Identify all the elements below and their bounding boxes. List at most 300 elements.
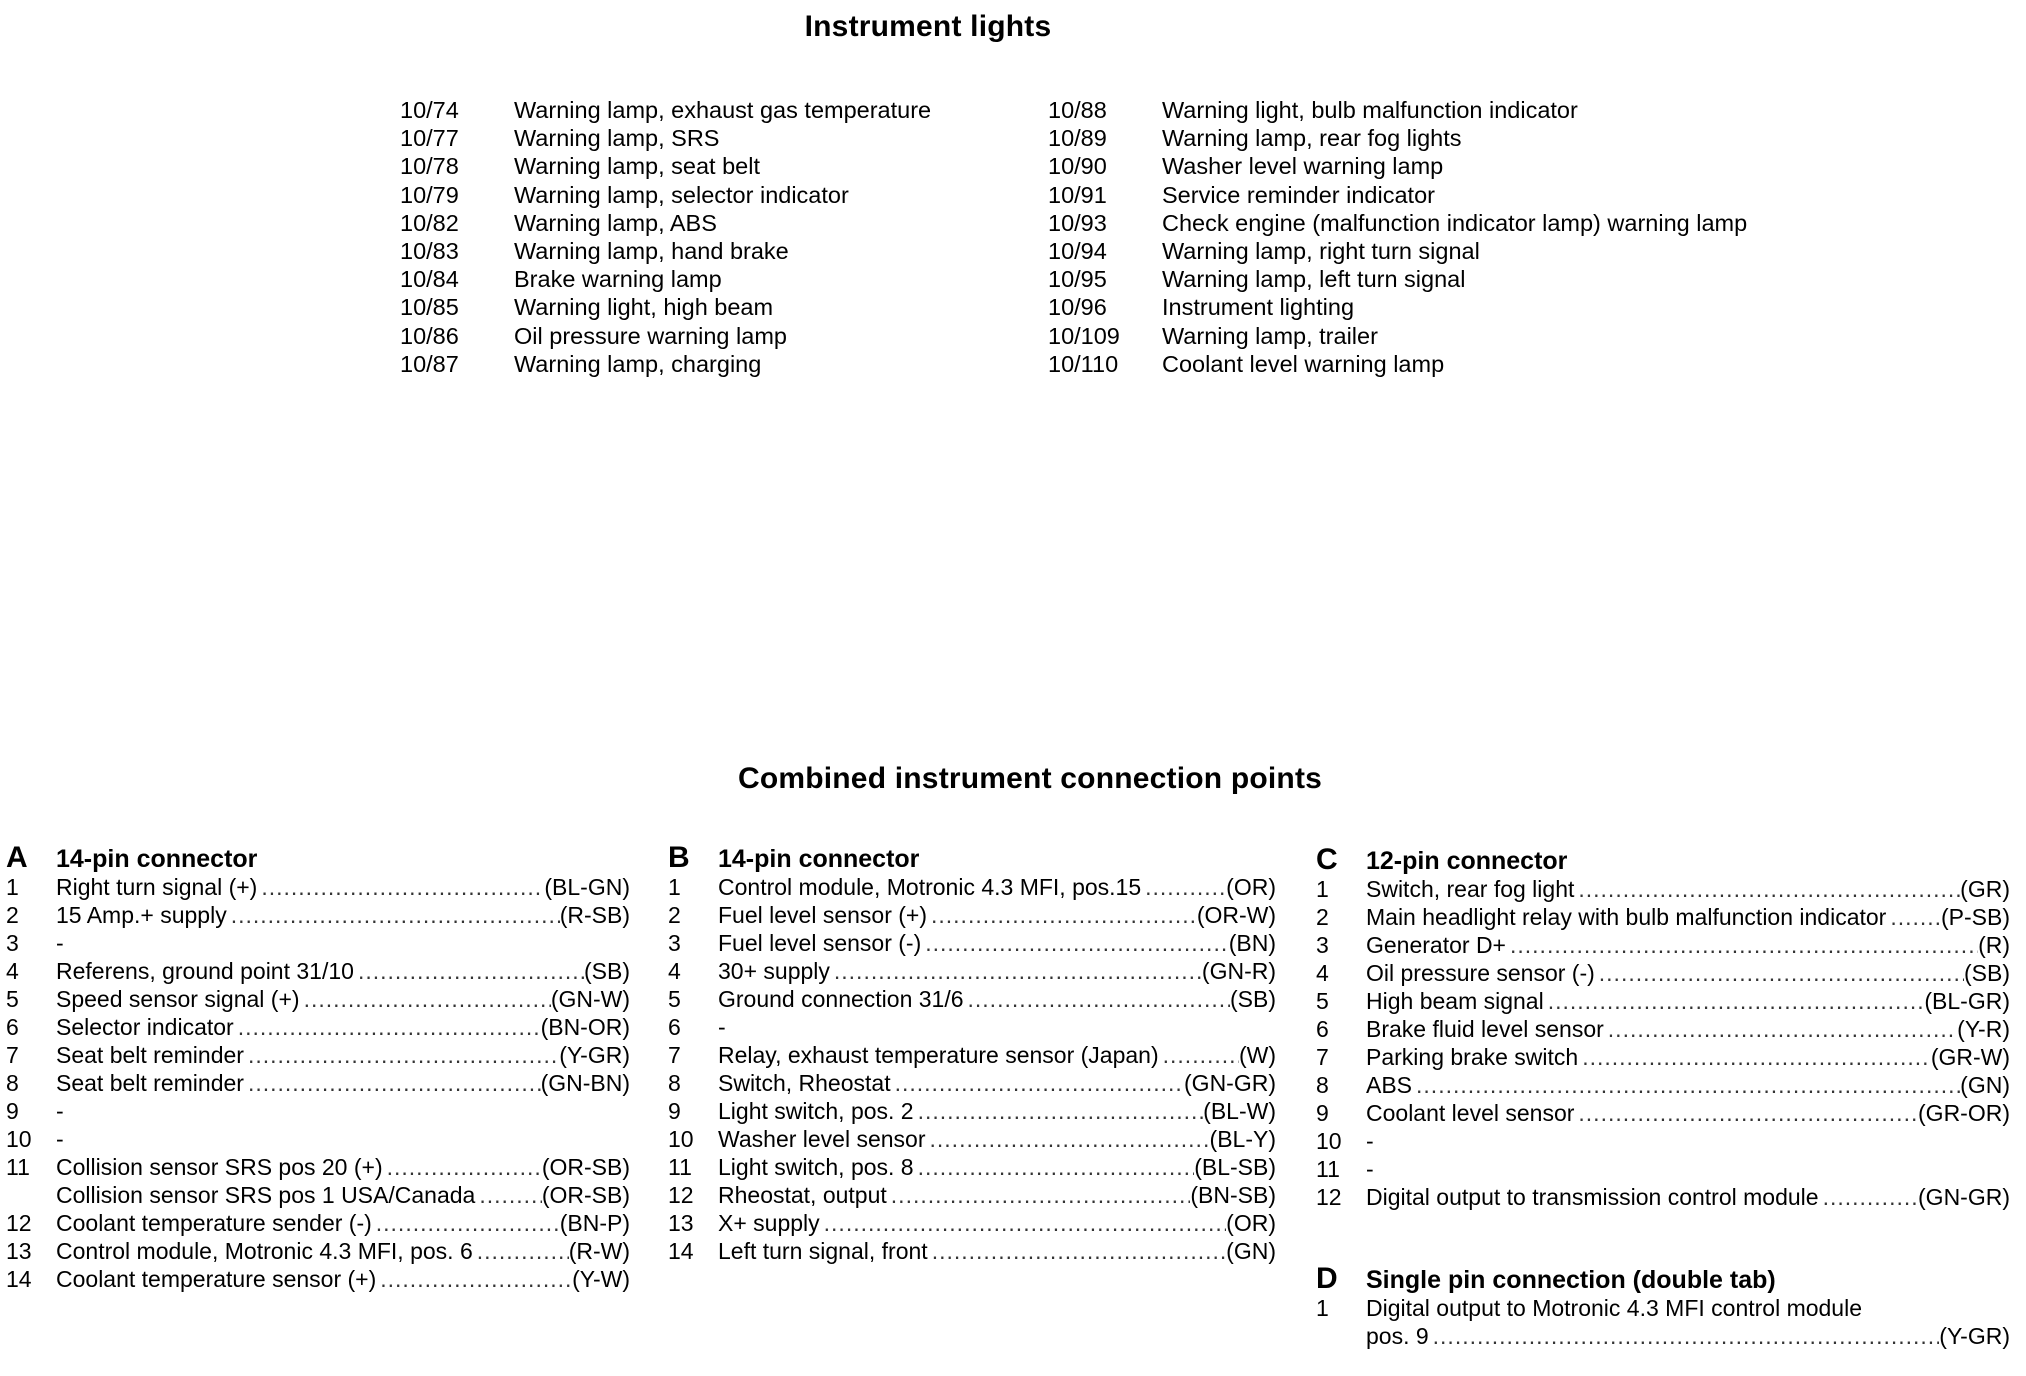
pin-description	[56, 985, 630, 1013]
pin-row	[668, 1181, 1276, 1209]
lamp-description: Warning lamp, hand brake	[514, 237, 789, 264]
pin-row	[668, 873, 1276, 901]
pin-description	[56, 901, 630, 929]
pin-number: 14	[6, 1266, 32, 1292]
pin-number: 5	[6, 986, 19, 1012]
leader-dots	[64, 929, 630, 957]
leader-dots	[927, 901, 1197, 929]
leader-dots	[300, 985, 551, 1013]
leader-dots	[891, 1069, 1184, 1097]
pin-number: 10	[668, 1126, 694, 1152]
lamp-code: 10/89	[1048, 125, 1107, 152]
pin-label: Fuel level sensor (+)	[718, 902, 927, 928]
connector-title: Single pin connection (double tab)	[1366, 1266, 1776, 1294]
pin-number: 13	[668, 1210, 694, 1236]
wire-color-code: (GN-GR)	[1918, 1184, 2010, 1210]
leader-dots	[475, 1181, 542, 1209]
pin-number: 9	[668, 1098, 681, 1124]
wire-color-code: (BL-Y)	[1209, 1126, 1276, 1152]
lamp-description: Warning lamp, left turn signal	[1162, 266, 1466, 293]
pin-label: Coolant level sensor	[1366, 1100, 1575, 1126]
connector-a	[6, 843, 630, 1293]
leader-dots	[726, 1013, 1276, 1041]
lamp-row	[1048, 322, 1808, 350]
pin-label: Left turn signal, front	[718, 1238, 928, 1264]
connector-header	[6, 843, 630, 873]
leader-dots	[1574, 1099, 1918, 1127]
pin-label: ABS	[1366, 1072, 1413, 1098]
leader-dots	[227, 901, 560, 929]
pin-label: Main headlight relay with bulb malfunction indicator	[1366, 904, 1887, 930]
pin-number: 3	[1316, 932, 1329, 958]
wire-color-code: (Y-W)	[572, 1266, 630, 1292]
pin-label: Switch, rear fog light	[1366, 876, 1575, 902]
connector-d	[1316, 1264, 2010, 1350]
pin-description	[1366, 987, 2010, 1015]
pin-row	[668, 1237, 1276, 1265]
connector-title: 12-pin connector	[1366, 847, 1568, 875]
wire-color-code: (BL-GR)	[1924, 988, 2010, 1014]
pin-label: 15 Amp.+ supply	[56, 902, 227, 928]
pin-label: Parking brake switch	[1366, 1044, 1579, 1070]
pin-number: 4	[668, 958, 681, 984]
pin-number: 4	[1316, 960, 1329, 986]
lamp-description: Oil pressure warning lamp	[514, 322, 787, 349]
pin-label: Referens, ground point 31/10	[56, 958, 354, 984]
pin-description	[56, 1237, 630, 1265]
lamp-description: Warning lamp, SRS	[514, 125, 720, 152]
wire-color-code: (W)	[1238, 1042, 1276, 1068]
pin-row	[668, 929, 1276, 957]
leader-dots	[1429, 1322, 1940, 1350]
wire-color-code: (BL-W)	[1203, 1098, 1276, 1124]
pin-label: Seat belt reminder	[56, 1070, 244, 1096]
pin-description	[718, 1069, 1276, 1097]
pin-row	[668, 1097, 1276, 1125]
pin-label: Coolant temperature sender (-)	[56, 1210, 372, 1236]
pin-row	[668, 1209, 1276, 1237]
pin-number: 7	[6, 1042, 19, 1068]
wire-color-code: (BN-SB)	[1190, 1182, 1276, 1208]
pin-row	[6, 985, 630, 1013]
pin-number: 2	[1316, 904, 1329, 930]
lamp-row	[1048, 181, 1808, 209]
leader-dots	[64, 1097, 630, 1125]
pin-label: Washer level sensor	[718, 1126, 926, 1152]
lamp-row	[1048, 265, 1808, 293]
lamp-code: 10/87	[400, 350, 459, 377]
pin-description	[1366, 1099, 2010, 1127]
pin-number: 7	[1316, 1044, 1329, 1070]
pin-label: Control module, Motronic 4.3 MFI, pos.15	[718, 874, 1142, 900]
pin-label: Seat belt reminder	[56, 1042, 244, 1068]
pin-row	[6, 1265, 630, 1293]
leader-dots	[830, 957, 1202, 985]
pin-description	[56, 1069, 630, 1097]
lamp-description: Warning lamp, exhaust gas temperature	[514, 97, 932, 123]
lamp-row	[1048, 96, 1808, 124]
leader-dots	[1374, 1155, 2010, 1183]
wire-color-code: (GN-BN)	[540, 1070, 630, 1096]
lamp-row	[400, 96, 1020, 124]
leader-dots	[1862, 1294, 2010, 1322]
lamp-description: Brake warning lamp	[514, 266, 722, 293]
connector-title: 14-pin connector	[56, 845, 258, 873]
pin-number: 12	[668, 1182, 694, 1208]
pin-label: 30+ supply	[718, 958, 830, 984]
wire-color-code: (GN-R)	[1201, 958, 1276, 984]
pin-description	[56, 957, 630, 985]
pin-description	[1366, 959, 2010, 987]
pin-description	[1366, 1183, 2010, 1211]
pin-number: 1	[1316, 876, 1329, 902]
pin-row	[1316, 1099, 2010, 1127]
lamp-description: Washer level warning lamp	[1162, 153, 1444, 180]
pin-row	[6, 1069, 630, 1097]
lamp-code: 10/82	[400, 209, 459, 236]
lamp-row	[1048, 124, 1808, 152]
lamp-description: Warning lamp, ABS	[514, 209, 717, 236]
pin-row	[6, 1125, 630, 1153]
pin-number: 2	[668, 902, 681, 928]
wire-color-code: (BL-SB)	[1194, 1154, 1276, 1180]
lamp-row	[400, 322, 1020, 350]
pin-label: Collision sensor SRS pos 20 (+)	[56, 1154, 383, 1180]
pin-row	[668, 957, 1276, 985]
pin-label: Ground connection 31/6	[718, 986, 964, 1012]
pin-number: 5	[668, 986, 681, 1012]
pin-number: 8	[668, 1070, 681, 1096]
leader-dots	[928, 1237, 1226, 1265]
pin-label: -	[56, 1098, 64, 1124]
wire-color-code: (Y-R)	[1957, 1016, 2010, 1042]
wire-color-code: (BN-OR)	[540, 1014, 630, 1040]
pin-label: Oil pressure sensor (-)	[1366, 960, 1595, 986]
pin-row	[6, 1209, 630, 1237]
lamp-description: Warning lamp, seat belt	[514, 153, 760, 180]
lamp-row	[1048, 237, 1808, 265]
pin-description	[718, 1013, 1276, 1041]
leader-dots	[921, 929, 1228, 957]
lamp-code: 10/83	[400, 237, 459, 264]
wire-color-code: (SB)	[1230, 986, 1276, 1012]
pin-description	[1366, 931, 2010, 959]
pin-description	[56, 1125, 630, 1153]
pin-description	[1366, 1322, 2010, 1350]
pin-description	[718, 985, 1276, 1013]
pin-description	[56, 1153, 630, 1181]
pin-number: 7	[668, 1042, 681, 1068]
lamp-code: 10/79	[400, 181, 459, 208]
lamp-code: 10/86	[400, 322, 459, 349]
wire-color-code: (R-W)	[568, 1238, 630, 1264]
pin-row	[6, 929, 630, 957]
pin-number: 1	[6, 874, 19, 900]
wire-color-code: (GR-OR)	[1918, 1100, 2010, 1126]
pin-description	[56, 873, 630, 901]
lamp-row	[400, 350, 1020, 378]
wire-color-code: (OR)	[1226, 1210, 1276, 1236]
connector-letter: D	[1316, 1262, 1338, 1295]
lamp-description: Warning light, bulb malfunction indicator	[1162, 97, 1578, 123]
pin-label: Selector indicator	[56, 1014, 234, 1040]
connector-title: 14-pin connector	[718, 845, 920, 873]
pin-label: Light switch, pos. 8	[718, 1154, 914, 1180]
lamp-code: 10/88	[1048, 97, 1107, 123]
pin-description	[56, 1097, 630, 1125]
pin-label: Right turn signal (+)	[56, 874, 258, 900]
pin-label: -	[1366, 1156, 1374, 1182]
leader-dots	[1886, 903, 1941, 931]
pin-row	[1316, 1155, 2010, 1183]
pin-description	[718, 1041, 1276, 1069]
pin-description	[1366, 1071, 2010, 1099]
pin-number: 5	[1316, 988, 1329, 1014]
pin-number: 13	[6, 1238, 32, 1264]
pin-row	[1316, 1127, 2010, 1155]
connector-c	[1316, 845, 2010, 1211]
pin-label: -	[1366, 1128, 1374, 1154]
pin-description	[718, 1209, 1276, 1237]
leader-dots	[383, 1153, 542, 1181]
wire-color-code: (OR-W)	[1196, 902, 1276, 928]
lamp-description: Instrument lighting	[1162, 294, 1355, 321]
lamp-description: Check engine (malfunction indicator lamp) warning lamp	[1162, 209, 1748, 236]
connector-header	[1316, 845, 2010, 875]
pin-description	[718, 929, 1276, 957]
pin-row	[1316, 1294, 2010, 1322]
pin-label: Light switch, pos. 2	[718, 1098, 914, 1124]
lamp-code: 10/96	[1048, 294, 1107, 321]
lamp-row	[400, 237, 1020, 265]
connector-header	[1316, 1264, 2010, 1294]
leader-dots	[64, 1125, 630, 1153]
leader-dots	[372, 1209, 560, 1237]
connector-letter: C	[1316, 843, 1338, 876]
pin-number	[6, 1181, 56, 1209]
lamp-row	[400, 265, 1020, 293]
wire-color-code: (GN)	[1960, 1072, 2010, 1098]
leader-dots	[473, 1237, 569, 1265]
pin-number: 9	[6, 1098, 19, 1124]
leader-dots	[1412, 1071, 1960, 1099]
leader-dots	[887, 1181, 1191, 1209]
leader-dots	[1544, 987, 1925, 1015]
pin-description	[56, 1041, 630, 1069]
connection-points-title: Combined instrument connection points	[737, 762, 1323, 795]
pin-number: 6	[668, 1014, 681, 1040]
lamp-description: Warning lamp, selector indicator	[514, 181, 849, 208]
pin-row	[668, 985, 1276, 1013]
leader-dots	[354, 957, 584, 985]
lamp-code: 10/95	[1048, 266, 1107, 293]
pin-number: 11	[1316, 1156, 1340, 1182]
leader-dots	[1574, 875, 1960, 903]
lamp-code: 10/84	[400, 266, 459, 293]
pin-row	[668, 901, 1276, 929]
pin-description	[718, 1237, 1276, 1265]
pin-row	[6, 901, 630, 929]
leader-dots	[257, 873, 544, 901]
wire-color-code: (BN-P)	[559, 1210, 630, 1236]
wire-color-code: (GR)	[1960, 876, 2010, 902]
leader-dots	[914, 1097, 1204, 1125]
leader-dots	[244, 1069, 541, 1097]
lamp-row	[1048, 152, 1808, 180]
wire-color-code: (Y-GR)	[559, 1042, 630, 1068]
leader-dots	[1141, 873, 1226, 901]
pin-label: Digital output to Motronic 4.3 MFI control module	[1366, 1295, 1863, 1321]
leader-dots	[234, 1013, 541, 1041]
pin-description	[718, 1181, 1276, 1209]
pin-label: -	[56, 930, 64, 956]
pin-number	[1316, 1322, 1366, 1350]
pin-row	[1316, 1071, 2010, 1099]
pin-row	[668, 1069, 1276, 1097]
pin-number: 6	[6, 1014, 19, 1040]
pin-number: 2	[6, 902, 19, 928]
lamp-list-left	[400, 96, 1020, 378]
wire-color-code: (BL-GN)	[544, 874, 630, 900]
lamp-code: 10/110	[1048, 350, 1119, 377]
pin-description	[1366, 1155, 2010, 1183]
leader-dots	[820, 1209, 1227, 1237]
lamp-code: 10/78	[400, 153, 459, 180]
pin-label: pos. 9	[1366, 1323, 1429, 1349]
wire-color-code: (BN)	[1228, 930, 1276, 956]
wire-color-code: (GN)	[1226, 1238, 1276, 1264]
pin-row	[6, 1041, 630, 1069]
wire-color-code: (OR-SB)	[541, 1182, 630, 1208]
lamp-description: Warning lamp, charging	[514, 350, 762, 377]
pin-number: 12	[6, 1210, 32, 1236]
pin-row	[1316, 1322, 2010, 1350]
connector-letter: A	[6, 841, 28, 874]
pin-label: -	[718, 1014, 726, 1040]
leader-dots	[1604, 1015, 1957, 1043]
pin-number: 14	[668, 1238, 694, 1264]
wire-color-code: (R-SB)	[559, 902, 630, 928]
wire-color-code: (GN-GR)	[1184, 1070, 1276, 1096]
pin-label: Collision sensor SRS pos 1 USA/Canada	[56, 1182, 476, 1208]
pin-number: 3	[668, 930, 681, 956]
wire-color-code: (GN-W)	[550, 986, 630, 1012]
pin-number: 10	[1316, 1128, 1342, 1154]
wire-color-code: (R)	[1978, 932, 2010, 958]
lamp-code: 10/91	[1048, 181, 1107, 208]
pin-row	[668, 1125, 1276, 1153]
pin-number: 11	[6, 1154, 30, 1180]
lamp-code: 10/90	[1048, 153, 1107, 180]
wire-color-code: (SB)	[584, 958, 630, 984]
lamp-code: 10/85	[400, 294, 459, 321]
pin-description	[718, 1097, 1276, 1125]
pin-row	[1316, 931, 2010, 959]
instrument-lights-title: Instrument lights	[804, 10, 1052, 43]
pin-label: Relay, exhaust temperature sensor (Japan)	[718, 1042, 1159, 1068]
wire-color-code: (GR-W)	[1930, 1044, 2010, 1070]
pin-row	[1316, 987, 2010, 1015]
leader-dots	[1506, 931, 1978, 959]
pin-row	[1316, 1015, 2010, 1043]
pin-number: 6	[1316, 1016, 1329, 1042]
pin-description	[56, 929, 630, 957]
pin-label: Brake fluid level sensor	[1366, 1016, 1604, 1042]
lamp-code: 10/93	[1048, 209, 1107, 236]
pin-number: 1	[668, 874, 681, 900]
pin-row	[6, 1097, 630, 1125]
pin-description	[56, 1209, 630, 1237]
connector-b	[668, 843, 1276, 1265]
pin-row	[6, 873, 630, 901]
pin-row	[1316, 875, 2010, 903]
leader-dots	[376, 1265, 572, 1293]
pin-row	[6, 1013, 630, 1041]
lamp-row	[400, 293, 1020, 321]
leader-dots	[964, 985, 1230, 1013]
pin-number: 11	[668, 1154, 692, 1180]
connector-letter: B	[668, 841, 690, 874]
pin-row	[6, 1153, 630, 1181]
pin-number: 1	[1316, 1295, 1329, 1321]
wire-color-code: (Y-GR)	[1939, 1323, 2010, 1349]
connector-header	[668, 843, 1276, 873]
wire-color-code: (SB)	[1964, 960, 2010, 986]
pin-label: -	[56, 1126, 64, 1152]
pin-description	[56, 1181, 630, 1209]
pin-label: Generator D+	[1366, 932, 1506, 958]
pin-row	[668, 1153, 1276, 1181]
lamp-description: Warning lamp, rear fog lights	[1162, 125, 1462, 152]
pin-description	[718, 957, 1276, 985]
leader-dots	[1819, 1183, 1918, 1211]
leader-dots	[914, 1153, 1195, 1181]
lamp-code: 10/109	[1048, 322, 1120, 349]
lamp-description: Service reminder indicator	[1162, 181, 1435, 208]
wire-color-code: (P-SB)	[1941, 904, 2010, 930]
pin-row	[1316, 959, 2010, 987]
pin-row	[1316, 1183, 2010, 1211]
pin-row	[668, 1013, 1276, 1041]
pin-label: Fuel level sensor (-)	[718, 930, 922, 956]
pin-description	[1366, 1015, 2010, 1043]
pin-description	[1366, 875, 2010, 903]
pin-description	[56, 1013, 630, 1041]
pin-row	[668, 1041, 1276, 1069]
pin-label: Speed sensor signal (+)	[56, 986, 300, 1012]
lamp-description: Warning lamp, trailer	[1162, 322, 1378, 349]
lamp-row	[400, 152, 1020, 180]
leader-dots	[926, 1125, 1210, 1153]
pin-label: Switch, Rheostat	[718, 1070, 891, 1096]
pin-label: Rheostat, output	[718, 1182, 887, 1208]
pin-description	[718, 1153, 1276, 1181]
leader-dots	[1578, 1043, 1931, 1071]
leader-dots	[244, 1041, 559, 1069]
lamp-description: Warning lamp, right turn signal	[1162, 237, 1480, 264]
lamp-row	[1048, 350, 1808, 378]
lamp-row	[400, 181, 1020, 209]
pin-row	[1316, 1043, 2010, 1071]
pin-number: 4	[6, 958, 19, 984]
pin-row	[1316, 903, 2010, 931]
lamp-description: Warning light, high beam	[514, 294, 774, 321]
pin-row	[6, 1237, 630, 1265]
pin-number: 8	[6, 1070, 19, 1096]
leader-dots	[1374, 1127, 2010, 1155]
lamp-code: 10/74	[400, 97, 459, 123]
pin-label: High beam signal	[1366, 988, 1544, 1014]
